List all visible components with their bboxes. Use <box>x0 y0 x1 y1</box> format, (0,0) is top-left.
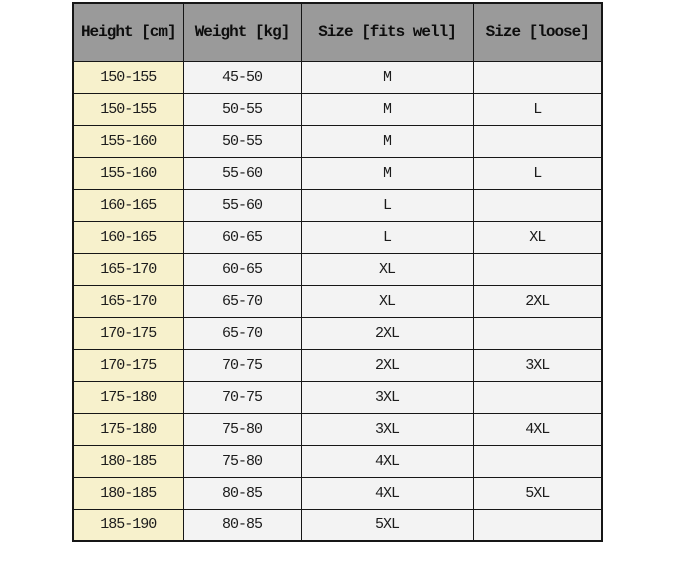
weight-cell: 80-85 <box>183 477 301 509</box>
size-fit-cell: 3XL <box>301 381 473 413</box>
height-cell: 160-165 <box>73 189 183 221</box>
table-row <box>73 413 602 445</box>
table-row <box>73 349 602 381</box>
size-loose-cell <box>473 509 602 541</box>
weight-cell: 60-65 <box>183 253 301 285</box>
weight-cell: 45-50 <box>183 61 301 93</box>
size-loose-cell: 4XL <box>473 413 602 445</box>
header-weight: Weight [kg] <box>183 3 301 61</box>
size-fit-cell: M <box>301 93 473 125</box>
size-loose-cell <box>473 61 602 93</box>
height-cell: 165-170 <box>73 253 183 285</box>
size-fit-cell: 3XL <box>301 413 473 445</box>
weight-cell: 55-60 <box>183 157 301 189</box>
height-cell: 180-185 <box>73 477 183 509</box>
size-chart-table <box>72 2 603 542</box>
size-loose-cell <box>473 445 602 477</box>
height-cell: 180-185 <box>73 445 183 477</box>
table-row <box>73 285 602 317</box>
size-loose-cell: 5XL <box>473 477 602 509</box>
table-row <box>73 509 602 541</box>
table-row <box>73 157 602 189</box>
size-fit-cell: 5XL <box>301 509 473 541</box>
height-cell: 170-175 <box>73 317 183 349</box>
height-cell: 150-155 <box>73 93 183 125</box>
table-row <box>73 445 602 477</box>
size-loose-cell <box>473 381 602 413</box>
table-row <box>73 125 602 157</box>
size-loose-cell <box>473 125 602 157</box>
table-row <box>73 381 602 413</box>
table-row <box>73 93 602 125</box>
size-loose-cell: L <box>473 93 602 125</box>
size-loose-cell: XL <box>473 221 602 253</box>
height-cell: 170-175 <box>73 349 183 381</box>
height-cell: 155-160 <box>73 157 183 189</box>
table-row <box>73 61 602 93</box>
table-row <box>73 317 602 349</box>
weight-cell: 70-75 <box>183 349 301 381</box>
header-height: Height [cm] <box>73 3 183 61</box>
size-fit-cell: XL <box>301 253 473 285</box>
height-cell: 165-170 <box>73 285 183 317</box>
size-fit-cell: M <box>301 157 473 189</box>
table-row <box>73 477 602 509</box>
header-size-loose: Size [loose] <box>473 3 602 61</box>
size-loose-cell: L <box>473 157 602 189</box>
weight-cell: 50-55 <box>183 125 301 157</box>
size-fit-cell: 2XL <box>301 317 473 349</box>
size-fit-cell: 2XL <box>301 349 473 381</box>
header-row <box>73 3 602 61</box>
header-size-fits-well: Size [fits well] <box>301 3 473 61</box>
height-cell: 155-160 <box>73 125 183 157</box>
size-fit-cell: XL <box>301 285 473 317</box>
weight-cell: 65-70 <box>183 285 301 317</box>
size-loose-cell <box>473 253 602 285</box>
height-cell: 175-180 <box>73 413 183 445</box>
size-loose-cell: 3XL <box>473 349 602 381</box>
size-fit-cell: L <box>301 221 473 253</box>
table-row <box>73 221 602 253</box>
size-loose-cell <box>473 317 602 349</box>
height-cell: 185-190 <box>73 509 183 541</box>
weight-cell: 80-85 <box>183 509 301 541</box>
weight-cell: 75-80 <box>183 445 301 477</box>
size-fit-cell: M <box>301 125 473 157</box>
size-fit-cell: 4XL <box>301 445 473 477</box>
weight-cell: 50-55 <box>183 93 301 125</box>
size-loose-cell <box>473 189 602 221</box>
size-fit-cell: M <box>301 61 473 93</box>
weight-cell: 60-65 <box>183 221 301 253</box>
weight-cell: 65-70 <box>183 317 301 349</box>
table-row <box>73 253 602 285</box>
height-cell: 160-165 <box>73 221 183 253</box>
table-row <box>73 189 602 221</box>
size-loose-cell: 2XL <box>473 285 602 317</box>
weight-cell: 75-80 <box>183 413 301 445</box>
height-cell: 150-155 <box>73 61 183 93</box>
weight-cell: 55-60 <box>183 189 301 221</box>
size-fit-cell: L <box>301 189 473 221</box>
height-cell: 175-180 <box>73 381 183 413</box>
size-fit-cell: 4XL <box>301 477 473 509</box>
weight-cell: 70-75 <box>183 381 301 413</box>
